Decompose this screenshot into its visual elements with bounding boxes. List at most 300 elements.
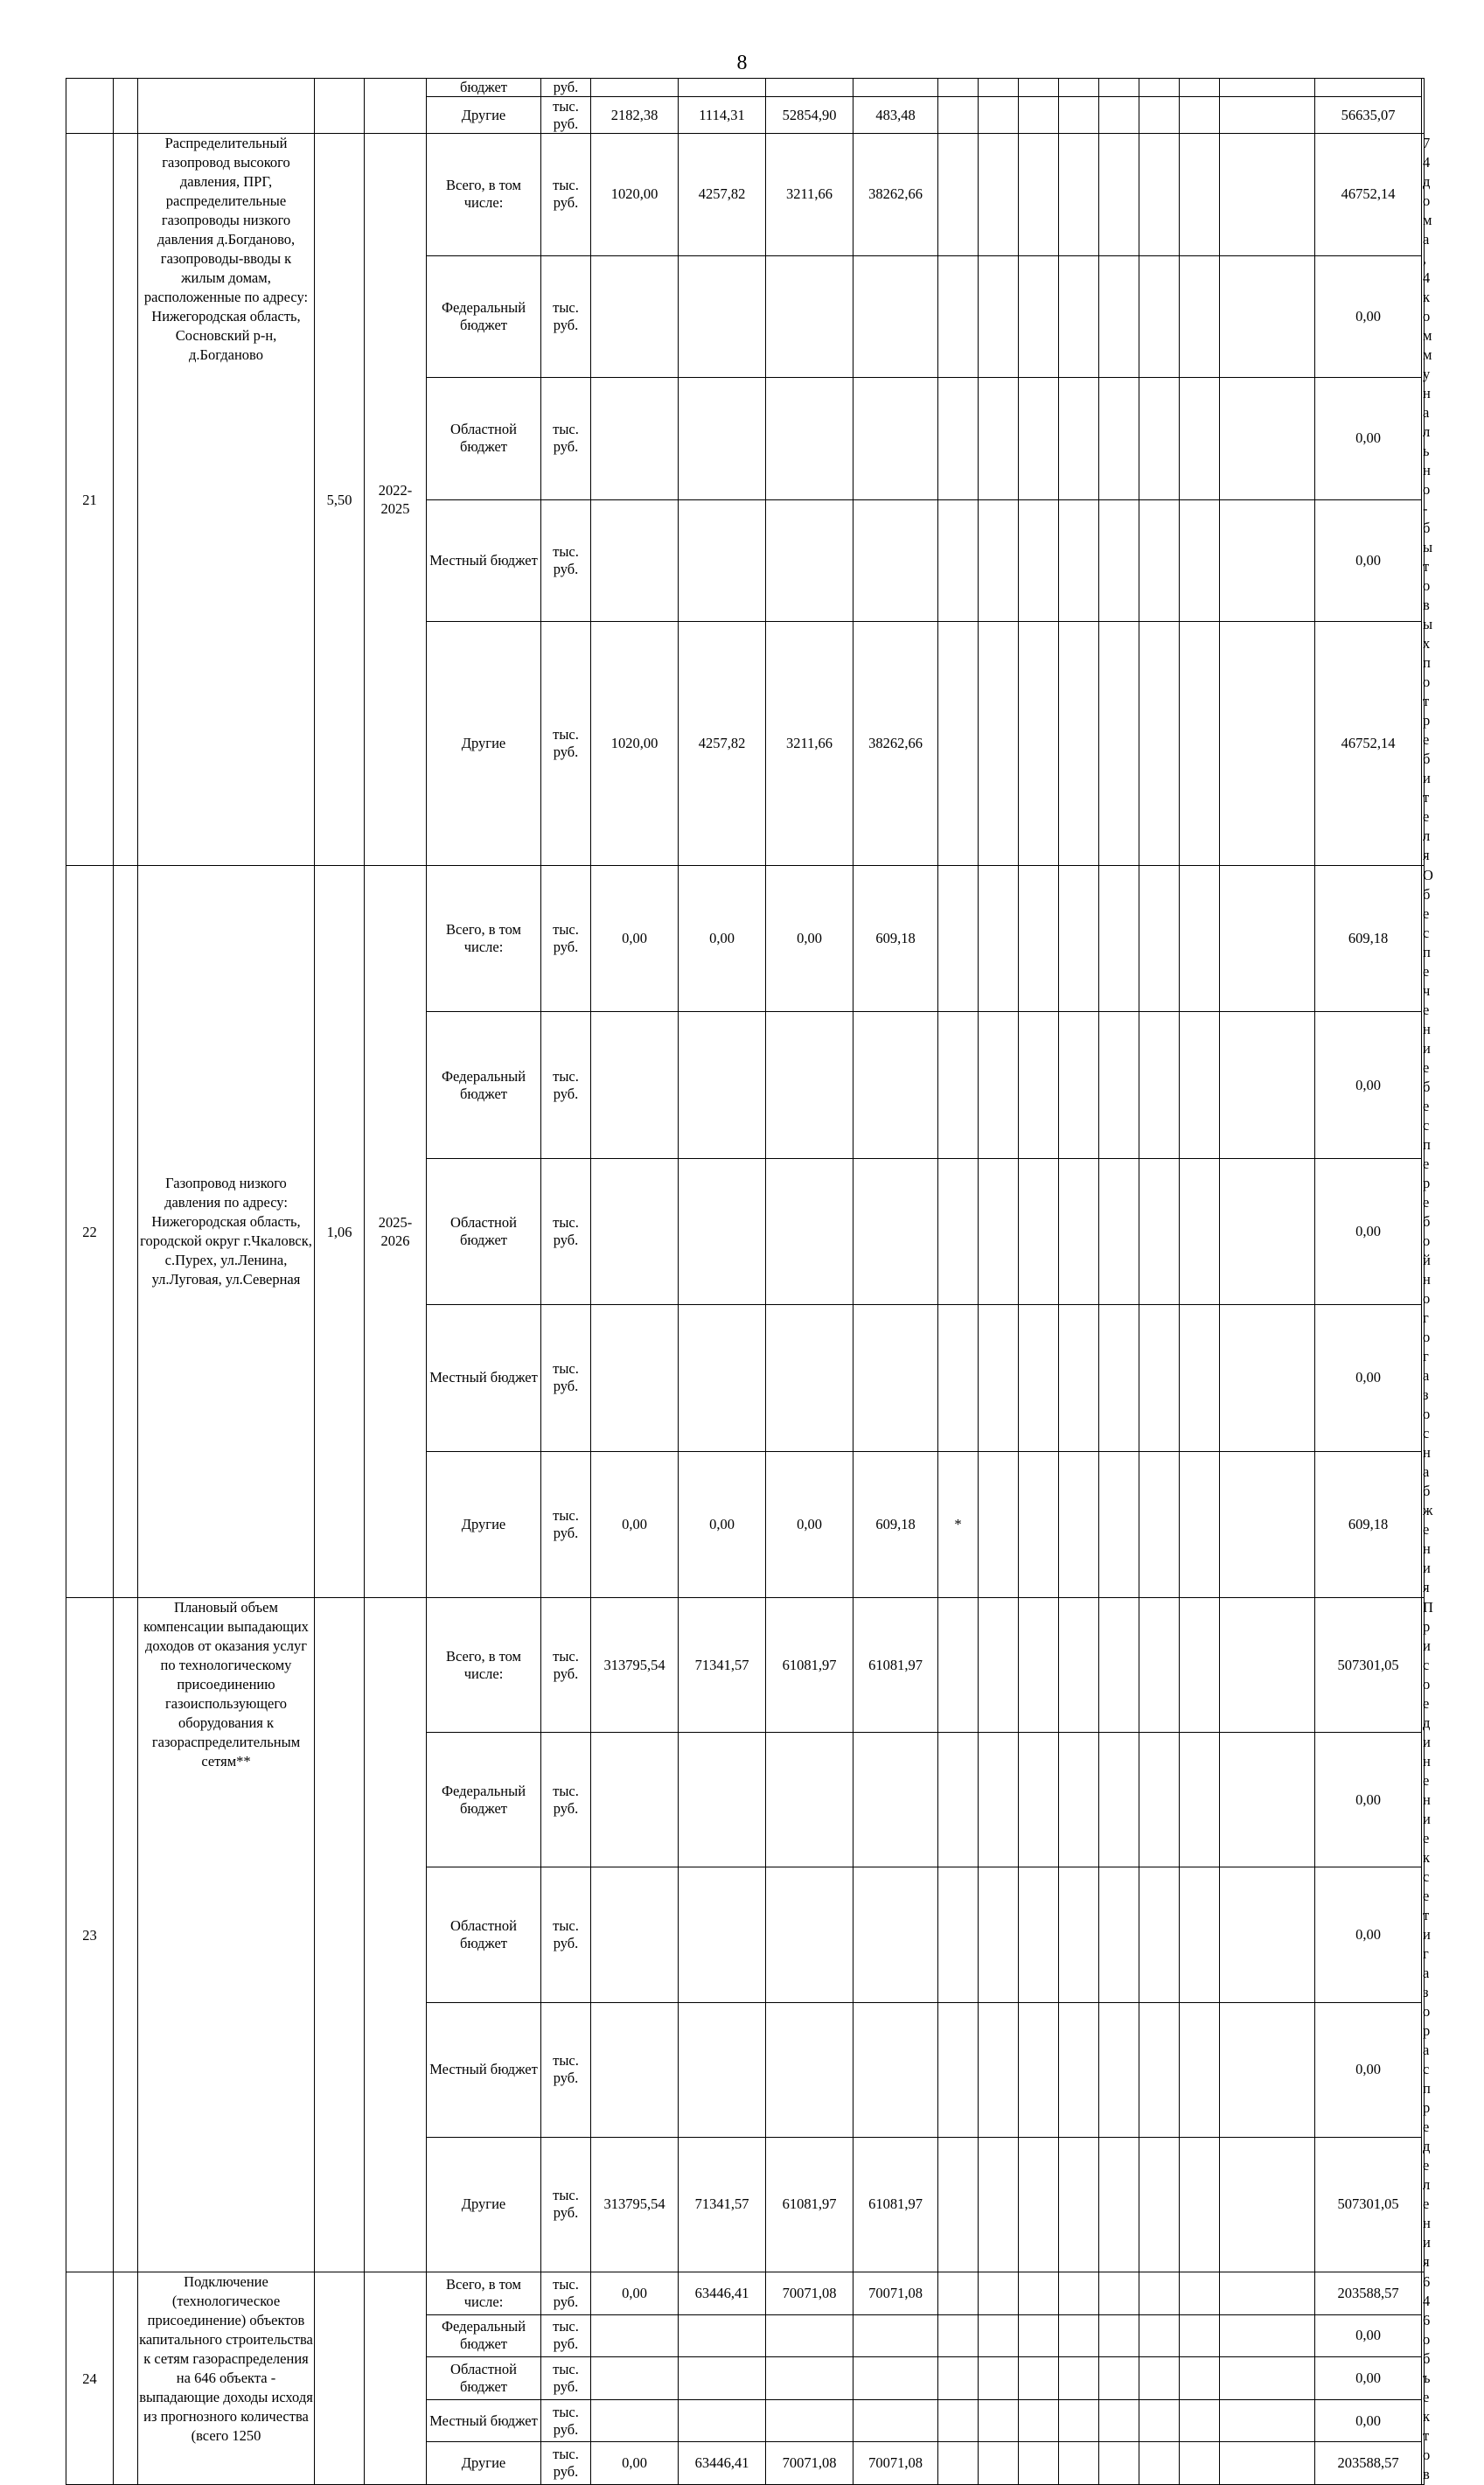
empty-cell bbox=[1059, 2357, 1099, 2400]
mark-cell bbox=[938, 97, 979, 134]
empty-cell bbox=[1099, 1733, 1139, 1867]
mark-cell bbox=[938, 1158, 979, 1304]
empty-cell bbox=[1019, 97, 1059, 134]
value-cell: 0,00 bbox=[591, 866, 679, 1012]
empty-cell bbox=[1139, 1305, 1180, 1451]
empty-cell bbox=[1099, 1598, 1139, 1733]
mark-cell bbox=[938, 1012, 979, 1158]
empty-cell bbox=[1220, 1867, 1315, 2002]
mark-cell bbox=[938, 622, 979, 866]
value-cell bbox=[591, 2399, 679, 2442]
value-cell: 61081,97 bbox=[853, 2137, 938, 2272]
value-cell: 4257,82 bbox=[679, 622, 766, 866]
mark-cell bbox=[938, 134, 979, 256]
empty-cell bbox=[1180, 2357, 1220, 2400]
empty-cell bbox=[1139, 2357, 1180, 2400]
unit-cell: тыс. руб. bbox=[541, 1867, 591, 2002]
empty-cell bbox=[1180, 1158, 1220, 1304]
empty-cell bbox=[979, 866, 1019, 1012]
unit-cell: тыс. руб. bbox=[541, 378, 591, 500]
unit-cell: тыс. руб. bbox=[541, 2357, 591, 2400]
empty-cell bbox=[1019, 1598, 1059, 1733]
value-cell: 52854,90 bbox=[766, 97, 853, 134]
value-cell bbox=[679, 1305, 766, 1451]
value-cell: 0,00 bbox=[679, 1451, 766, 1597]
empty-cell bbox=[1099, 2399, 1139, 2442]
mark-cell bbox=[938, 255, 979, 378]
empty-cell bbox=[1059, 2002, 1099, 2137]
value-cell: 4257,82 bbox=[679, 134, 766, 256]
value-cell bbox=[766, 1305, 853, 1451]
value-cell bbox=[679, 2357, 766, 2400]
empty-cell bbox=[1019, 255, 1059, 378]
empty-cell bbox=[1180, 2002, 1220, 2137]
unit-cell: тыс. руб. bbox=[541, 2137, 591, 2272]
empty-cell bbox=[1139, 2314, 1180, 2357]
empty-cell bbox=[1019, 1733, 1059, 1867]
empty-cell bbox=[1059, 2314, 1099, 2357]
total-cell: 46752,14 bbox=[1315, 622, 1422, 866]
total-cell: 0,00 bbox=[1315, 1012, 1422, 1158]
mark-cell bbox=[938, 1867, 979, 2002]
value-cell: 3211,66 bbox=[766, 622, 853, 866]
value-cell bbox=[853, 2002, 938, 2137]
empty-cell bbox=[1099, 2314, 1139, 2357]
mark-cell bbox=[938, 2357, 979, 2400]
empty-cell bbox=[1180, 378, 1220, 500]
value-cell bbox=[679, 2002, 766, 2137]
unit-cell: тыс. руб. bbox=[541, 499, 591, 622]
empty-cell bbox=[1059, 2272, 1099, 2315]
mark-cell bbox=[938, 2002, 979, 2137]
empty-cell bbox=[1019, 1305, 1059, 1451]
empty-cell bbox=[1059, 255, 1099, 378]
value-cell bbox=[853, 1012, 938, 1158]
empty-cell bbox=[1019, 2357, 1059, 2400]
source-cell: Другие bbox=[427, 1451, 541, 1597]
mark-cell bbox=[938, 1598, 979, 1733]
value-cell bbox=[853, 2399, 938, 2442]
item-name: Плановый объем компенсации выпадающих доходов от оказания услуг по технологическому присоединению газоиспользующего оборудования к газораспределительным сетям** bbox=[138, 1598, 315, 2272]
item-result: Обеспечение бесперебойного газоснабжения bbox=[1422, 866, 1425, 1598]
empty-cell bbox=[1220, 2002, 1315, 2137]
empty-cell bbox=[1220, 499, 1315, 622]
empty-cell bbox=[1059, 2137, 1099, 2272]
empty-cell bbox=[1019, 1012, 1059, 1158]
value-cell bbox=[679, 1867, 766, 2002]
total-cell: 507301,05 bbox=[1315, 1598, 1422, 1733]
mark-cell bbox=[938, 2442, 979, 2485]
empty-cell bbox=[1019, 134, 1059, 256]
empty-cell bbox=[1180, 255, 1220, 378]
empty-cell bbox=[1019, 378, 1059, 500]
empty-cell bbox=[1139, 2399, 1180, 2442]
source-cell: Федеральный бюджет bbox=[427, 2314, 541, 2357]
source-cell: Другие bbox=[427, 97, 541, 134]
empty-cell bbox=[1059, 378, 1099, 500]
empty-cell bbox=[1180, 499, 1220, 622]
empty-cell bbox=[1220, 1598, 1315, 1733]
value-cell: 70071,08 bbox=[766, 2442, 853, 2485]
empty-cell bbox=[1099, 2272, 1139, 2315]
empty-cell bbox=[1099, 1012, 1139, 1158]
unit-cell: тыс. руб. bbox=[541, 1305, 591, 1451]
value-cell bbox=[591, 255, 679, 378]
value-cell: 1020,00 bbox=[591, 622, 679, 866]
empty-cell bbox=[1059, 1867, 1099, 2002]
total-cell: 0,00 bbox=[1315, 2002, 1422, 2137]
value-cell: 61081,97 bbox=[766, 1598, 853, 1733]
empty-cell bbox=[1059, 97, 1099, 134]
empty-cell bbox=[1139, 79, 1180, 97]
value-cell bbox=[679, 499, 766, 622]
empty-cell bbox=[1019, 2002, 1059, 2137]
value-cell bbox=[853, 255, 938, 378]
total-cell: 203588,57 bbox=[1315, 2442, 1422, 2485]
empty-cell bbox=[1059, 499, 1099, 622]
item-number: 21 bbox=[66, 134, 114, 866]
empty-cell bbox=[1180, 79, 1220, 97]
empty-cell bbox=[1220, 622, 1315, 866]
total-cell: 0,00 bbox=[1315, 499, 1422, 622]
value-cell: 0,00 bbox=[766, 866, 853, 1012]
empty-cell bbox=[1139, 866, 1180, 1012]
table-row bbox=[66, 134, 1425, 256]
empty-cell bbox=[114, 1598, 138, 2272]
source-cell: Федеральный бюджет bbox=[427, 1733, 541, 1867]
source-cell: Областной бюджет bbox=[427, 378, 541, 500]
item-number: 24 bbox=[66, 2272, 114, 2485]
value-cell: 70071,08 bbox=[853, 2442, 938, 2485]
unit-cell: руб. bbox=[541, 79, 591, 97]
unit-cell: тыс. руб. bbox=[541, 1158, 591, 1304]
source-cell: Областной бюджет bbox=[427, 2357, 541, 2400]
empty-cell bbox=[979, 2357, 1019, 2400]
total-cell: 507301,05 bbox=[1315, 2137, 1422, 2272]
value-cell bbox=[591, 1158, 679, 1304]
source-cell: Местный бюджет bbox=[427, 1305, 541, 1451]
mark-cell bbox=[938, 1733, 979, 1867]
source-cell: Местный бюджет bbox=[427, 499, 541, 622]
mark-cell bbox=[938, 2137, 979, 2272]
empty-cell bbox=[1099, 2137, 1139, 2272]
value-cell bbox=[591, 2357, 679, 2400]
table-row bbox=[66, 866, 1425, 1012]
value-cell: 38262,66 bbox=[853, 622, 938, 866]
empty-cell bbox=[1019, 2314, 1059, 2357]
unit-cell: тыс. руб. bbox=[541, 255, 591, 378]
empty-cell bbox=[1099, 1867, 1139, 2002]
value-cell bbox=[766, 499, 853, 622]
total-cell: 0,00 bbox=[1315, 2314, 1422, 2357]
value-cell bbox=[853, 79, 938, 97]
empty-cell bbox=[979, 1305, 1019, 1451]
empty-cell bbox=[1180, 2442, 1220, 2485]
empty-cell bbox=[1019, 1451, 1059, 1597]
value-cell bbox=[766, 2002, 853, 2137]
empty-cell bbox=[114, 866, 138, 1598]
empty-cell bbox=[1019, 2399, 1059, 2442]
value-cell: 1020,00 bbox=[591, 134, 679, 256]
empty-cell bbox=[1180, 866, 1220, 1012]
empty-cell bbox=[1059, 2399, 1099, 2442]
value-cell: 0,00 bbox=[679, 866, 766, 1012]
empty-cell bbox=[1220, 1305, 1315, 1451]
unit-cell: тыс. руб. bbox=[541, 1598, 591, 1733]
empty-cell bbox=[1139, 97, 1180, 134]
value-cell bbox=[853, 1305, 938, 1451]
value-cell bbox=[591, 1305, 679, 1451]
mark-cell: * bbox=[938, 1451, 979, 1597]
item-result: Присоединение к сети газораспределения bbox=[1422, 1598, 1425, 2272]
value-cell: 1114,31 bbox=[679, 97, 766, 134]
item-name: Распределительный газопровод высокого давления, ПРГ, распределительные газопроводы низкого давления д.Богданово, газопроводы-вводы к жилым домам, расположенные по адресу: Нижегородская область, Сосновский р-н, д.Богданово bbox=[138, 134, 315, 866]
source-cell: Всего, в том числе: bbox=[427, 2272, 541, 2315]
value-cell bbox=[591, 1867, 679, 2002]
unit-cell: тыс. руб. bbox=[541, 1733, 591, 1867]
item-length bbox=[315, 1598, 365, 2272]
value-cell bbox=[766, 1867, 853, 2002]
total-cell: 0,00 bbox=[1315, 1733, 1422, 1867]
value-cell: 61081,97 bbox=[853, 1598, 938, 1733]
value-cell bbox=[679, 1733, 766, 1867]
empty-cell bbox=[1220, 79, 1315, 97]
empty-cell bbox=[979, 1158, 1019, 1304]
empty-cell bbox=[1139, 1012, 1180, 1158]
empty-cell bbox=[1220, 866, 1315, 1012]
item-number: 22 bbox=[66, 866, 114, 1598]
value-cell: 0,00 bbox=[591, 1451, 679, 1597]
value-cell bbox=[853, 2357, 938, 2400]
empty-cell bbox=[1220, 2399, 1315, 2442]
item-result: 74 дома, 4 коммунально-бытовых потребителя bbox=[1422, 134, 1425, 866]
value-cell: 61081,97 bbox=[766, 2137, 853, 2272]
value-cell: 2182,38 bbox=[591, 97, 679, 134]
empty-cell bbox=[1220, 1451, 1315, 1597]
empty-cell bbox=[1180, 97, 1220, 134]
empty-cell bbox=[1180, 2314, 1220, 2357]
value-cell: 70071,08 bbox=[853, 2272, 938, 2315]
empty-cell bbox=[1180, 2272, 1220, 2315]
table-row bbox=[66, 1598, 1425, 1733]
value-cell: 0,00 bbox=[591, 2442, 679, 2485]
empty-cell bbox=[979, 1733, 1019, 1867]
empty-cell bbox=[1220, 2357, 1315, 2400]
source-cell: Другие bbox=[427, 2137, 541, 2272]
empty-cell bbox=[1099, 79, 1139, 97]
source-cell: Федеральный бюджет bbox=[427, 1012, 541, 1158]
empty-cell bbox=[1139, 134, 1180, 256]
empty-cell bbox=[1220, 2137, 1315, 2272]
empty-cell bbox=[1139, 622, 1180, 866]
empty-cell bbox=[1139, 2442, 1180, 2485]
empty-cell bbox=[1139, 1733, 1180, 1867]
source-cell: Другие bbox=[427, 622, 541, 866]
total-cell: 203588,57 bbox=[1315, 2272, 1422, 2315]
total-cell: 0,00 bbox=[1315, 1158, 1422, 1304]
empty-cell bbox=[1019, 622, 1059, 866]
value-cell: 3211,66 bbox=[766, 134, 853, 256]
empty-cell bbox=[1099, 499, 1139, 622]
empty-cell bbox=[1019, 2137, 1059, 2272]
empty-cell bbox=[1059, 1598, 1099, 1733]
unit-cell: тыс. руб. bbox=[541, 134, 591, 256]
mark-cell bbox=[938, 499, 979, 622]
empty-cell bbox=[1099, 1158, 1139, 1304]
value-cell bbox=[591, 1733, 679, 1867]
empty-cell bbox=[1220, 1158, 1315, 1304]
empty-cell bbox=[1059, 1012, 1099, 1158]
total-cell: 609,18 bbox=[1315, 866, 1422, 1012]
source-cell: Всего, в том числе: bbox=[427, 1598, 541, 1733]
empty-cell bbox=[1139, 1158, 1180, 1304]
source-cell: Другие bbox=[427, 2442, 541, 2485]
value-cell bbox=[853, 2314, 938, 2357]
unit-cell: тыс. руб. bbox=[541, 1012, 591, 1158]
empty-cell bbox=[1180, 1598, 1220, 1733]
value-cell bbox=[766, 378, 853, 500]
empty-cell bbox=[1099, 1451, 1139, 1597]
total-cell: 0,00 bbox=[1315, 2399, 1422, 2442]
value-cell: 63446,41 bbox=[679, 2272, 766, 2315]
value-cell bbox=[591, 1012, 679, 1158]
empty-cell bbox=[1059, 134, 1099, 256]
item-period: 2025-2026 bbox=[365, 866, 427, 1598]
value-cell bbox=[853, 1158, 938, 1304]
value-cell: 38262,66 bbox=[853, 134, 938, 256]
source-cell: Всего, в том числе: bbox=[427, 866, 541, 1012]
empty-cell bbox=[1019, 499, 1059, 622]
total-cell: 609,18 bbox=[1315, 1451, 1422, 1597]
source-cell: Местный бюджет bbox=[427, 2002, 541, 2137]
empty-cell bbox=[979, 2002, 1019, 2137]
mark-cell bbox=[938, 79, 979, 97]
empty-cell bbox=[1059, 622, 1099, 866]
empty-cell bbox=[1099, 97, 1139, 134]
empty-cell bbox=[979, 1451, 1019, 1597]
value-cell bbox=[679, 378, 766, 500]
empty-cell bbox=[1019, 2442, 1059, 2485]
value-cell bbox=[591, 499, 679, 622]
value-cell bbox=[766, 1012, 853, 1158]
empty-cell bbox=[979, 97, 1019, 134]
value-cell bbox=[853, 499, 938, 622]
mark-cell bbox=[938, 378, 979, 500]
value-cell: 71341,57 bbox=[679, 2137, 766, 2272]
value-cell: 0,00 bbox=[591, 2272, 679, 2315]
empty-cell bbox=[1180, 134, 1220, 256]
continued-cell bbox=[315, 79, 365, 134]
source-cell: Федеральный бюджет bbox=[427, 255, 541, 378]
empty-cell bbox=[1099, 2442, 1139, 2485]
empty-cell bbox=[979, 2272, 1019, 2315]
empty-cell bbox=[1099, 2002, 1139, 2137]
value-cell: 313795,54 bbox=[591, 2137, 679, 2272]
unit-cell: тыс. руб. bbox=[541, 1451, 591, 1597]
empty-cell bbox=[1180, 1012, 1220, 1158]
unit-cell: тыс. руб. bbox=[541, 622, 591, 866]
value-cell bbox=[679, 255, 766, 378]
empty-cell bbox=[1139, 1867, 1180, 2002]
empty-cell bbox=[1139, 2002, 1180, 2137]
empty-cell bbox=[1139, 1451, 1180, 1597]
page-number: 8 bbox=[736, 52, 748, 74]
empty-cell bbox=[1099, 134, 1139, 256]
value-cell: 313795,54 bbox=[591, 1598, 679, 1733]
item-name: Газопровод низкого давления по адресу: Нижегородская область, городской округ г.Чкаловск, с.Пурех, ул.Ленина, ул.Луговая, ул.Северная bbox=[138, 866, 315, 1598]
value-cell: 70071,08 bbox=[766, 2272, 853, 2315]
empty-cell bbox=[979, 1012, 1019, 1158]
value-cell: 483,48 bbox=[853, 97, 938, 134]
value-cell bbox=[766, 2399, 853, 2442]
value-cell bbox=[853, 378, 938, 500]
empty-cell bbox=[1180, 2399, 1220, 2442]
continued-result-cell bbox=[1422, 79, 1425, 134]
item-period bbox=[365, 1598, 427, 2272]
value-cell: 71341,57 bbox=[679, 1598, 766, 1733]
value-cell bbox=[591, 2002, 679, 2137]
value-cell bbox=[679, 79, 766, 97]
program-table bbox=[66, 78, 1433, 2485]
item-number: 23 bbox=[66, 1598, 114, 2272]
value-cell bbox=[853, 1867, 938, 2002]
item-name: Подключение (технологическое присоединение) объектов капитального строительства к сетям газораспределения на 646 объекта - выпадающие доходы исходя из прогнозного количества (всего 1250 bbox=[138, 2272, 315, 2485]
empty-cell bbox=[1099, 1305, 1139, 1451]
empty-cell bbox=[1059, 1305, 1099, 1451]
value-cell bbox=[591, 378, 679, 500]
source-cell: Областной бюджет bbox=[427, 1158, 541, 1304]
empty-cell bbox=[114, 2272, 138, 2485]
unit-cell: тыс. руб. bbox=[541, 97, 591, 134]
value-cell bbox=[766, 255, 853, 378]
value-cell bbox=[766, 1733, 853, 1867]
source-cell: Всего, в том числе: bbox=[427, 134, 541, 256]
value-cell: 609,18 bbox=[853, 866, 938, 1012]
continued-cell bbox=[365, 79, 427, 134]
empty-cell bbox=[979, 1598, 1019, 1733]
value-cell bbox=[679, 1158, 766, 1304]
empty-cell bbox=[1019, 1867, 1059, 2002]
continued-cell bbox=[66, 79, 114, 134]
value-cell bbox=[679, 2314, 766, 2357]
empty-cell bbox=[979, 255, 1019, 378]
item-result: 646 объектов bbox=[1422, 2272, 1425, 2485]
empty-cell bbox=[1180, 1451, 1220, 1597]
unit-cell: тыс. руб. bbox=[541, 2314, 591, 2357]
empty-cell bbox=[1059, 2442, 1099, 2485]
value-cell bbox=[679, 2399, 766, 2442]
mark-cell bbox=[938, 2272, 979, 2315]
empty-cell bbox=[1220, 97, 1315, 134]
empty-cell bbox=[1139, 378, 1180, 500]
empty-cell bbox=[114, 134, 138, 866]
item-length: 1,06 bbox=[315, 866, 365, 1598]
empty-cell bbox=[979, 1867, 1019, 2002]
empty-cell bbox=[1180, 1305, 1220, 1451]
empty-cell bbox=[979, 79, 1019, 97]
empty-cell bbox=[1180, 1733, 1220, 1867]
mark-cell bbox=[938, 1305, 979, 1451]
empty-cell bbox=[1059, 79, 1099, 97]
empty-cell bbox=[1220, 2442, 1315, 2485]
unit-cell: тыс. руб. bbox=[541, 2002, 591, 2137]
empty-cell bbox=[979, 2137, 1019, 2272]
empty-cell bbox=[1139, 2272, 1180, 2315]
source-cell: Местный бюджет bbox=[427, 2399, 541, 2442]
source-cell: бюджет bbox=[427, 79, 541, 97]
empty-cell bbox=[979, 378, 1019, 500]
value-cell bbox=[766, 2357, 853, 2400]
